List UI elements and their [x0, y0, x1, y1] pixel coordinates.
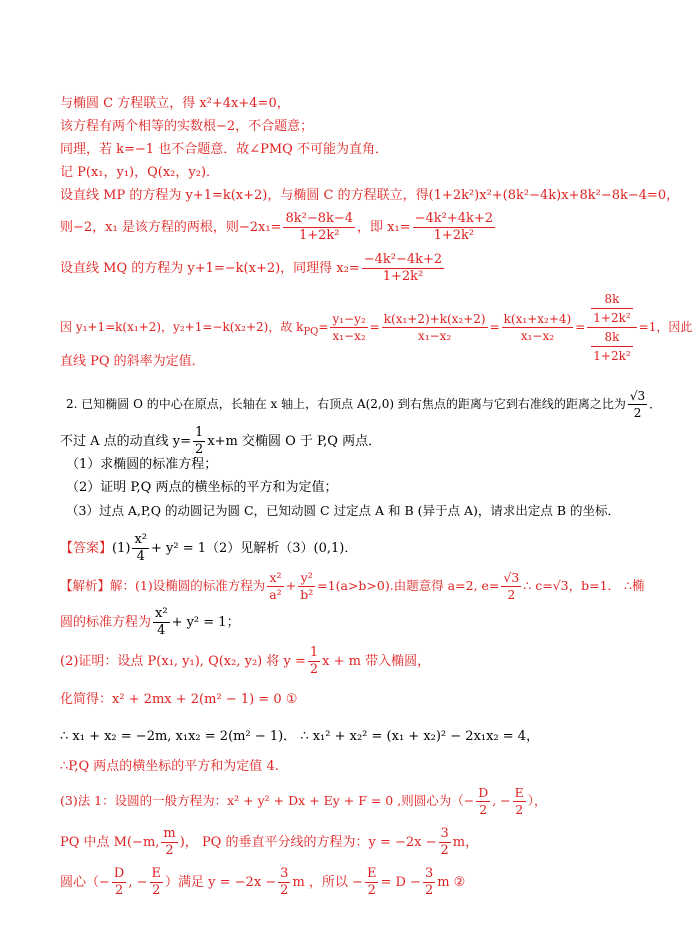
- fraction: [591, 328, 632, 365]
- denominator: 1+2k²: [382, 269, 424, 284]
- text-run: x + m 带入椭圆，: [322, 654, 431, 669]
- numerator: x²: [267, 570, 283, 587]
- denominator: 4: [136, 549, 145, 564]
- text-run: =1，因此: [638, 320, 692, 334]
- numerator: k(x₁+2)+k(x₂+2): [383, 312, 486, 326]
- numerator: −4k²−4k+2: [363, 252, 443, 267]
- fraction: [278, 866, 290, 899]
- fraction: [161, 826, 177, 859]
- text-run: m，: [452, 835, 479, 850]
- question-2-stem-cont: [60, 425, 381, 458]
- numerator: √3: [629, 389, 646, 403]
- text-line: 设直线 MP 的方程为 y+1=k(x+2)，与椭圆 C 的方程联立，得(1+2k²)x²+(8k²−4k)x+8k²−8k−4=0，: [60, 188, 680, 203]
- denominator: b²: [300, 587, 314, 602]
- fraction: [150, 866, 164, 899]
- numerator: 3: [280, 866, 289, 881]
- denominator: 2: [114, 883, 124, 898]
- fraction: [502, 311, 574, 344]
- text-run: =: [318, 320, 329, 334]
- denominator: x₁−x₂: [332, 329, 366, 343]
- numerator: 1: [195, 425, 204, 440]
- numerator: x²: [134, 532, 147, 547]
- denominator: 2: [280, 883, 289, 898]
- denominator: 2: [152, 883, 161, 898]
- numerator: k(x₁+x₂+4): [503, 312, 572, 326]
- numerator: 3: [440, 826, 449, 841]
- denominator: 2: [165, 843, 174, 858]
- answer-tag: 【答案】: [60, 541, 113, 556]
- text-run: (3)法 1：设圆的一般方程为：x² + y² + Dx + Ey + F = 0 ,则圆心为（−: [60, 793, 475, 808]
- text-run: 则−2，x₁ 是该方程的两根，则−2x₁=: [60, 220, 282, 235]
- explanation-line: [60, 570, 645, 603]
- numerator: x²: [155, 606, 168, 621]
- text-line: 直线 PQ 的斜率为定值．: [60, 354, 205, 369]
- fraction: [365, 866, 379, 899]
- text-run: )， PQ 的垂直平分线的方程为：y = −2x −: [179, 835, 437, 850]
- numerator: m: [163, 826, 176, 841]
- fraction: [308, 645, 320, 678]
- denominator: x₁−x₂: [418, 329, 452, 343]
- text-run: 解：(1)设椭圆的标准方程为: [110, 578, 266, 593]
- numerator: √3: [503, 570, 520, 585]
- method-line: [60, 785, 547, 818]
- text-run: = D −: [380, 875, 421, 890]
- sub-question-1: （1）求椭圆的标准方程；: [66, 457, 218, 472]
- denominator: 2: [309, 662, 319, 677]
- method-line: [60, 826, 478, 859]
- text-run: +: [285, 578, 297, 593]
- denominator: 2: [633, 406, 642, 420]
- text-line-with-fractions: [60, 211, 497, 244]
- fraction: [382, 311, 488, 344]
- text-run: 设直线 MQ 的方程为 y+1=−k(x+2)，同理得 x₂=: [60, 261, 360, 276]
- numerator: [587, 290, 636, 328]
- denominator: 1+2k²: [593, 311, 631, 325]
- denominator: 2: [195, 442, 204, 457]
- fraction: [283, 211, 355, 244]
- fraction: [267, 570, 283, 603]
- subscript: PQ: [303, 326, 319, 338]
- denominator: 2: [479, 802, 488, 817]
- numerator: E: [151, 866, 162, 881]
- denominator: 2: [424, 883, 434, 898]
- denominator: 1+2k²: [433, 228, 475, 243]
- text-run: m ②: [437, 875, 466, 890]
- numerator: D: [478, 785, 489, 800]
- fraction: [628, 388, 647, 421]
- text-run: 圆心（−: [60, 875, 110, 890]
- denominator: 2: [515, 802, 524, 817]
- answer-line: [60, 532, 357, 565]
- explanation-line: [60, 606, 240, 639]
- method-line: [60, 866, 465, 899]
- text-run: , −: [492, 793, 511, 808]
- fraction: [132, 532, 149, 565]
- text-run: =: [369, 320, 380, 334]
- nested-fraction: [587, 290, 636, 365]
- text-line: 与椭圆 C 方程联立，得 x²+4x+4=0，: [60, 96, 290, 111]
- text-run: + y² = 1；: [171, 615, 240, 630]
- denominator: 4: [157, 623, 166, 638]
- numerator: 3: [424, 866, 434, 881]
- text-run: m ，所以 −: [292, 875, 363, 890]
- denominator: 2: [507, 587, 516, 602]
- text-run: ）满足 y = −2x −: [165, 875, 277, 890]
- fraction: [439, 826, 451, 859]
- text-run: PQ 中点 M(−m,: [60, 835, 160, 850]
- proof-line: [60, 645, 430, 678]
- text-run: (1): [112, 541, 131, 556]
- text-run: =1(a>b>0).由题意得 a=2, e=: [317, 578, 500, 593]
- fraction: [362, 252, 444, 285]
- text-run: ∴ c=√3，b=1． ∴椭: [523, 578, 645, 593]
- fraction: [153, 606, 170, 639]
- fraction: [298, 570, 315, 603]
- text-line: 同理，若 k=−1 也不合题意．故∠PMQ 不可能为直角．: [60, 142, 388, 157]
- text-line: 该方程有两个相等的实数根−2，不合题意；: [60, 119, 314, 134]
- fraction: [513, 785, 526, 818]
- numerator: 8k²−8k−4: [285, 211, 354, 226]
- numerator: −4k²+4k+2: [414, 211, 494, 226]
- denominator: 1+2k²: [298, 228, 340, 243]
- text-run: 不过 A 点的动直线 y=: [60, 434, 192, 449]
- numerator: y₁−y₂: [332, 312, 366, 326]
- text-run: ．: [649, 397, 662, 411]
- denominator: 1+2k²: [593, 349, 631, 363]
- denominator: [587, 328, 636, 365]
- question-2-stem: [66, 388, 661, 421]
- numerator: 8k: [591, 328, 632, 347]
- numerator: 8k: [591, 290, 632, 309]
- denominator: 2: [440, 843, 449, 858]
- sub-question-2: （2）证明 P,Q 两点的横坐标的平方和为定值；: [66, 480, 338, 495]
- numerator: D: [113, 866, 125, 881]
- text-run: =: [489, 320, 500, 334]
- fraction: [112, 866, 126, 899]
- proof-line: ∴ x₁ + x₂ = −2m, x₁x₂ = 2(m² − 1)． ∴ x₁² + x₂² = (x₁ + x₂)² − 2x₁x₂ = 4，: [60, 729, 540, 744]
- text-run: =: [575, 320, 586, 334]
- text-run: ），: [527, 793, 547, 808]
- fraction: [193, 425, 205, 458]
- fraction: [501, 570, 521, 603]
- explanation-tag: 【解析】: [60, 578, 111, 593]
- numerator: 1: [309, 645, 319, 660]
- text-run: (2)证明：设点 P(x₁, y₁), Q(x₂, y₂) 将 y =: [60, 654, 306, 669]
- text-run: 因 y₁+1=k(x₁+2)，y₂+1=−k(x₂+2)，故 k: [60, 320, 304, 334]
- proof-conclusion: ∴P,Q 两点的横坐标的平方和为定值 4.: [60, 759, 279, 774]
- fraction: [476, 785, 490, 818]
- sub-question-3: （3）过点 A,P,Q 的动圆记为圆 C，已知动圆 C 过定点 A 和 B (异于点 A)，请求出定点 B 的坐标．: [66, 503, 621, 518]
- fraction: [330, 311, 367, 344]
- fraction: [423, 866, 435, 899]
- text-run: x+m 交椭圆 O 于 P,Q 两点．: [207, 434, 382, 449]
- proof-line: 化简得：x² + 2mx + 2(m² − 1) = 0 ①: [60, 692, 298, 707]
- text-run: ，即 x₁=: [357, 220, 411, 235]
- text-run: 2. 已知椭圆 O 的中心在原点，长轴在 x 轴上，右顶点 A(2,0) 到右焦点的距离与它到右准线的距离之比为: [66, 397, 626, 411]
- denominator: x₁−x₂: [520, 329, 555, 343]
- text-line-with-fractions: [60, 252, 446, 285]
- denominator: 2: [367, 883, 376, 898]
- text-run: 圆的标准方程为: [60, 615, 152, 630]
- fraction: [413, 211, 495, 244]
- numerator: E: [514, 785, 524, 800]
- denominator: a²: [269, 587, 282, 602]
- numerator: E: [366, 866, 377, 881]
- text-run: + y² = 1（2）见解析（3）(0,1)．: [150, 541, 358, 556]
- numerator: y²: [298, 570, 315, 587]
- fraction: [591, 290, 632, 327]
- text-run: , −: [128, 875, 148, 890]
- text-line: 记 P(x₁，y₁)，Q(x₂，y₂)．: [60, 165, 220, 180]
